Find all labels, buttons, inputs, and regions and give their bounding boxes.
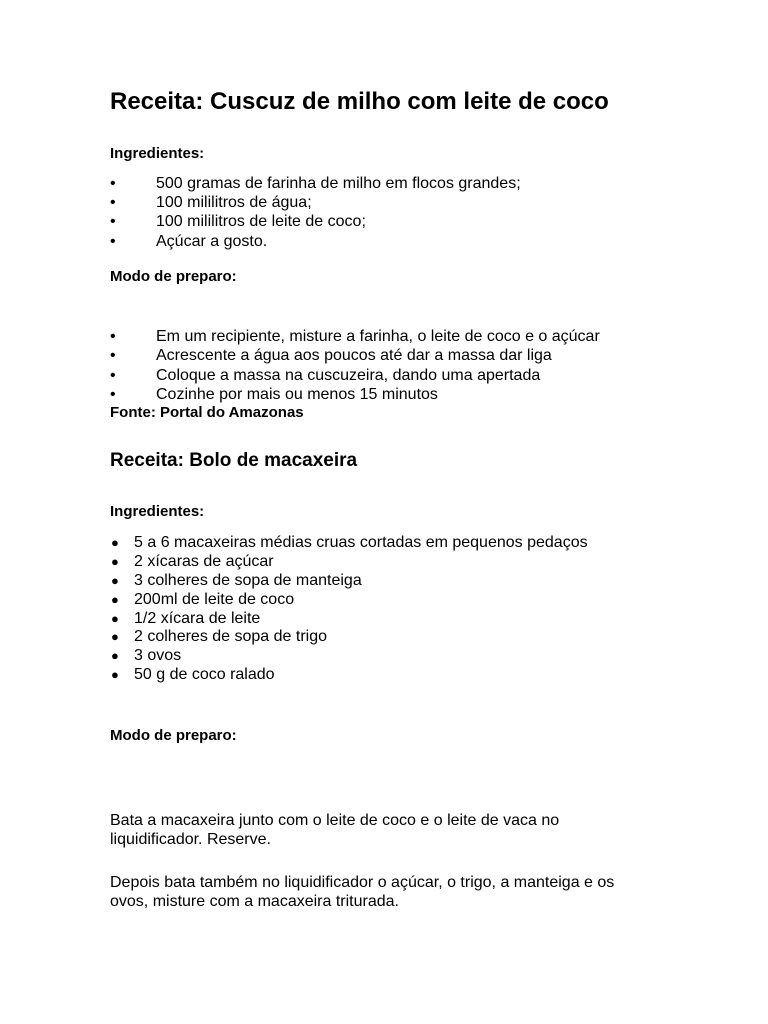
bullet-marker: • (110, 175, 116, 192)
ingredient-text: 200ml de leite de coco (134, 591, 295, 608)
bullet-marker: • (110, 194, 116, 211)
ingredient-text: 100 mililitros de leite de coco; (156, 213, 366, 230)
ingredient-text: 2 xícaras de açúcar (134, 553, 274, 570)
recipe2-title: Receita: Bolo de macaxeira (110, 450, 358, 471)
bullet-marker: • (110, 367, 116, 384)
bullet-marker: • (110, 328, 116, 345)
ingredient-text: 1/2 xícara de leite (134, 610, 261, 627)
ingredient-text: 2 colheres de sopa de trigo (134, 628, 328, 645)
bullet-marker: ● (111, 554, 119, 569)
bullet-marker: ● (111, 648, 119, 663)
ingredient-text: 3 ovos (134, 647, 182, 664)
ingredient-text: 3 colheres de sopa de manteiga (134, 572, 362, 589)
recipe1-method-heading: Modo de preparo: (110, 268, 237, 285)
method-paragraph: Depois bata também no liquidificador o açúcar, o trigo, a manteiga e os ovos, misture com a macaxeira triturada. (110, 874, 615, 910)
step-text: Acrescente a água aos poucos até dar a massa dar liga (156, 347, 552, 364)
bullet-marker: ● (111, 573, 119, 588)
recipe2-method-heading: Modo de preparo: (110, 727, 237, 744)
step-text: Cozinhe por mais ou menos 15 minutos (156, 386, 438, 403)
bullet-marker: ● (111, 611, 119, 626)
bullet-marker: ● (111, 535, 119, 550)
step-text: Coloque a massa na cuscuzeira, dando uma apertada (156, 367, 541, 384)
ingredient-text: 100 mililitros de água; (156, 194, 312, 211)
recipe2-ingredients-heading: Ingredientes: (110, 503, 205, 520)
bullet-marker: ● (111, 629, 119, 644)
ingredient-text: 50 g de coco ralado (134, 666, 275, 683)
recipe1-title: Receita: Cuscuz de milho com leite de coco (110, 88, 609, 115)
bullet-marker: ● (111, 592, 119, 607)
bullet-marker: ● (111, 667, 119, 682)
ingredient-text: 500 gramas de farinha de milho em flocos grandes; (156, 175, 521, 192)
step-text: Em um recipiente, misture a farinha, o leite de coco e o açúcar (156, 328, 600, 345)
bullet-marker: • (110, 213, 116, 230)
method-paragraph: Bata a macaxeira junto com o leite de coco e o leite de vaca no liquidificador. Reserve. (110, 812, 560, 848)
bullet-marker: • (110, 386, 116, 403)
recipe1-ingredients-heading: Ingredientes: (110, 145, 205, 162)
recipe1-source: Fonte: Portal do Amazonas (110, 404, 304, 421)
ingredient-text: Açúcar a gosto. (156, 233, 268, 250)
bullet-marker: • (110, 233, 116, 250)
ingredient-text: 5 a 6 macaxeiras médias cruas cortadas em pequenos pedaços (134, 534, 588, 551)
bullet-marker: • (110, 347, 116, 364)
